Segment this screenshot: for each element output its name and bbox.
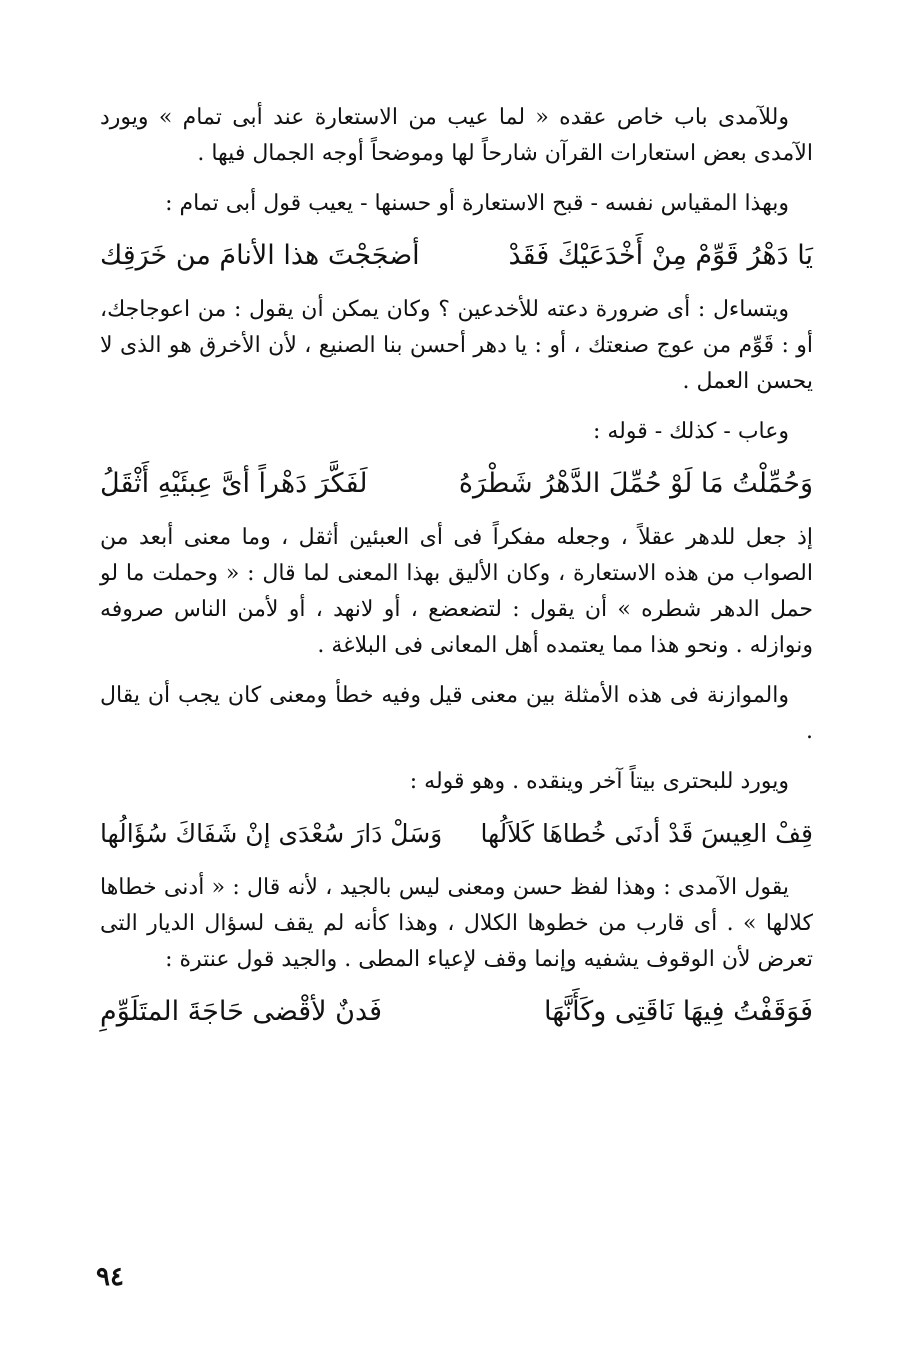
page-content <box>100 100 813 1048</box>
paragraph: ويورد للبحترى بيتاً آخر وينقده . وهو قوله : <box>409 769 789 794</box>
page-number: ٩٤ <box>96 1262 124 1292</box>
verse-line <box>100 992 813 1032</box>
paragraph: ويتساءل : أى ضرورة دعته للأخدعين ؟ وكان يمكن أن يقول : من اعوجاجك، أو : قَوِّم من عوج صنعتك ، أو : يا دهر أحسن بنا الصنيع ، لأن الأخرق هو الذى لا يحسن العمل . <box>100 297 813 394</box>
verse-second-hemistich: أضجَجْتَ هذا الأنامَ من خَرَقِك <box>100 240 420 271</box>
verse-first-hemistich: وَحُمِّلْتُ مَا لَوْ حُمِّلَ الدَّهْرُ شَطْرَهُ <box>458 468 813 499</box>
verse-second-hemistich: لَفَكَّرَ دَهْراً أىَّ عِبئَيْهِ أَثْقَلُ <box>100 468 368 499</box>
verse-second-hemistich: فَدنٌ لأقْضى حَاجَةَ المتَلَوِّمِ <box>100 996 383 1027</box>
verse-first-hemistich: فَوَقَفْتُ فِيهَا نَاقَتِى وكَأَنَّهَا <box>543 996 813 1027</box>
verse-first-hemistich: قِفْ العِيسَ قَدْ أدنَى خُطاهَا كَلاَلُها <box>480 819 813 848</box>
verse-first-hemistich: يَا دَهْرُ قَوِّمْ مِنْ أَخْدَعَيْكَ فَقَدْ <box>508 240 813 271</box>
verse-line <box>100 814 813 854</box>
paragraph: وبهذا المقياس نفسه - قبح الاستعارة أو حسنها - يعيب قول أبى تمام : <box>165 191 789 216</box>
paragraph: والموازنة فى هذه الأمثلة بين معنى قيل وفيه خطأ ومعنى كان يجب أن يقال . <box>100 683 813 744</box>
paragraph: يقول الآمدى : وهذا لفظ حسن ومعنى ليس بالجيد ، لأنه قال : « أدنى خطاها كلالها » . أى قارب من خطوها الكلال ، وهذا كأنه لم يقف لسؤال الديار التى تعرض لأن الوقوف يشفيه وإنما وقف لإعياء المطى . والجيد قول عنترة : <box>100 875 813 972</box>
verse-line <box>100 236 813 276</box>
verse-line <box>100 464 813 504</box>
paragraph: وللآمدى باب خاص عقده « لما عيب من الاستعارة عند أبى تمام » ويورد الآمدى بعض استعارات القرآن شارحاً لها وموضحاً أوجه الجمال فيها . <box>100 105 813 166</box>
verse-second-hemistich: وَسَلْ دَارَ سُعْدَى إنْ شَفَاكَ سُؤَالُها <box>100 819 443 848</box>
paragraph: وعاب - كذلك - قوله : <box>592 419 789 444</box>
paragraph: إذ جعل للدهر عقلاً ، وجعله مفكراً فى أى العبئين أثقل ، وما معنى أبعد من الصواب من هذه الاستعارة ، وكان الأليق بهذا المعنى لما قال : « وحملت ما لو حمل الدهر شطره » أن يقول : لتضعضع ، أو لانهد ، أو لأمن الناس صروفه ونوازله . ونحو هذا مما يعتمده أهل المعانى فى البلاغة . <box>100 525 813 658</box>
